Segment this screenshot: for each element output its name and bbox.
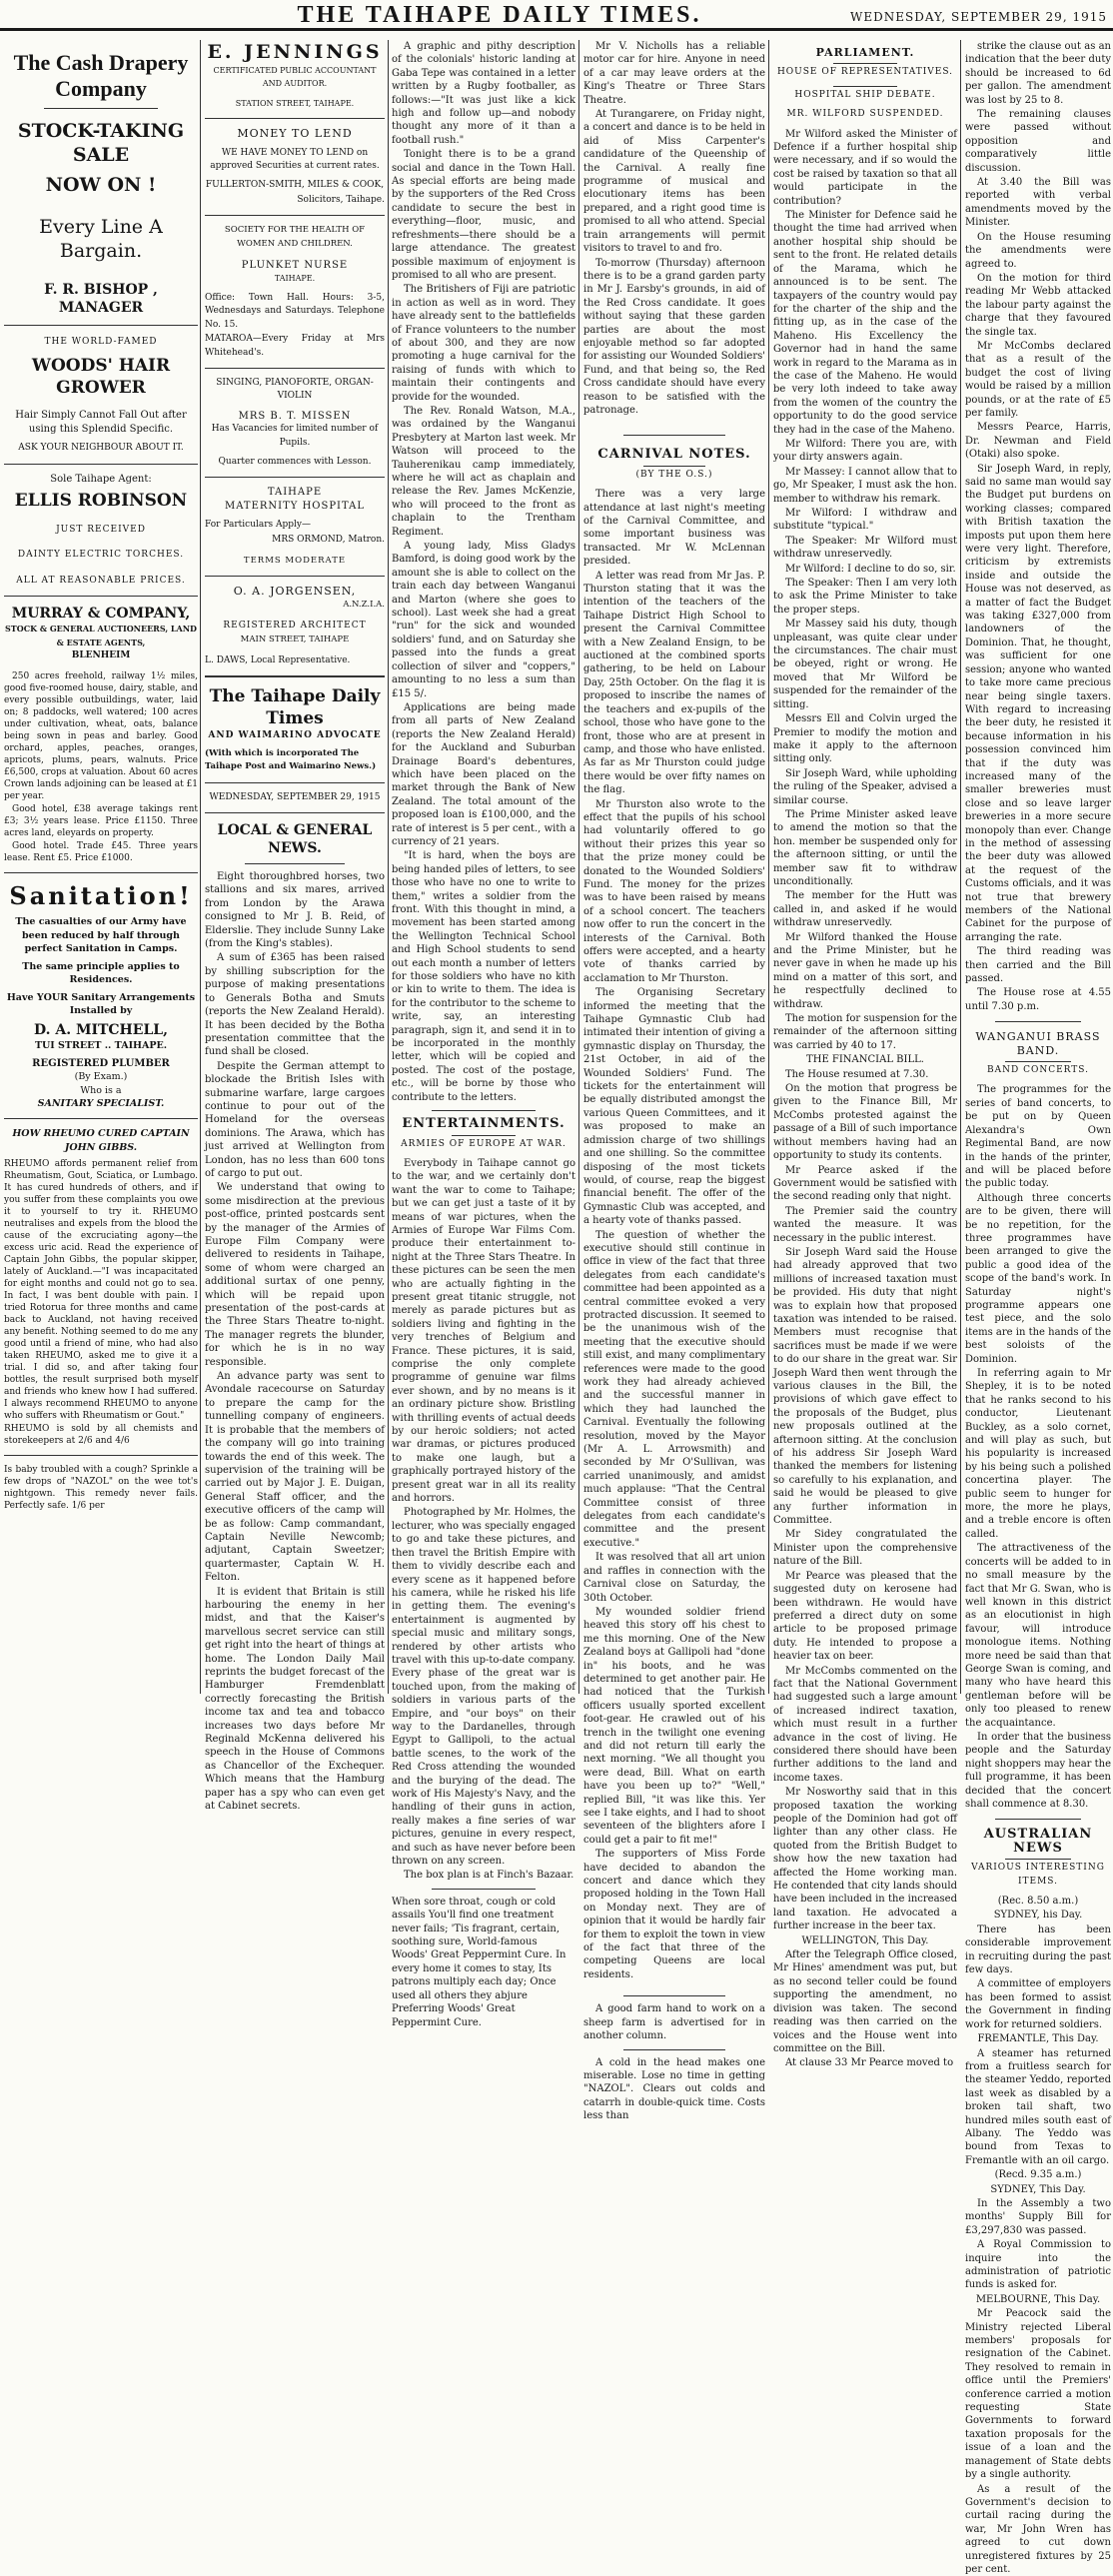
wellington-dateline: WELLINGTON, This Day.: [773, 1934, 957, 1947]
parliament-item: The House resumed at 7.30.: [773, 1068, 957, 1081]
parliament-item: The Speaker: Mr Wilford must withdraw unreservedly.: [773, 535, 957, 562]
by-exam: (By Exam.): [4, 1070, 198, 1083]
jennings-heading: E. JENNINGS: [205, 40, 385, 64]
sydney-dateline: SYDNEY, his Day.: [965, 1909, 1111, 1922]
parliament-item: Sir Joseph Ward, while upholding the ruling of the Speaker, advised a similar course.: [773, 767, 957, 807]
parliament-item: Mr Wilford: There you are, with your dirty answers again.: [773, 438, 957, 465]
singing-heading: SINGING, PIANOFORTE, ORGAN-VIOLIN: [205, 377, 385, 404]
news-item: "It is hard, when the boys are being handed piles of letters, to see those who have no one to write to them," writes a soldier from the front. With this thought in mind, a movement has been started among the Wellington Technical School and High School students to send out each month a number of letters for those soldiers who have no kith or kin to write to them. The idea is for the contributor to the scheme to write, say, an interesting paragraph, sign it, and send it in to be incorporated in the monthly letter, which will be copied and posted. The cost of the postage, etc., will be borne by those who contribute to the letters.: [392, 849, 575, 1104]
australian-news-heading: AUSTRALIAN NEWS: [965, 1828, 1111, 1855]
rheumo-text: RHEUMO affords permanent relief from Rheumatism, Gout, Sciatica, or Lumbago. It has cured hundreds of others, and if you suffer from these complaints you owe it to yourself to try it. RHEUMO neutralises and expels from the blood the cause of the excruciating agony—the excess uric acid. Read the experience of Captain John Gibbs, the popular skipper, lately of Auckland.—"I was incapacitated for eight months and could not go to sea. In fact, I was bent double with pain. I tried Rotorua for three months and came back to Auckland, not having received any benefit. Nothing seemed to do me any good until a friend of mine, who had also taken RHEUMO, asked me to give it a trial. I did so, and after taking four bottles, the result surprised both myself and friends who knew how I had suffered. I always recommend RHEUMO to anyone who suffers with Rheumatism or Gout.": [4, 1158, 198, 1422]
nazol-ad: Is baby troubled with a cough? Sprinkle a few drops of "NAZOL" on the wee tot's nightgown. This remedy never fails. Perfectly safe. 1/6 per: [4, 1464, 198, 1512]
column-1-ads: [4, 40, 198, 1694]
sanitation-line-3: Have YOUR Sanitary Arrangements Installed by: [4, 991, 198, 1018]
mitchell-name: D. A. MITCHELL,: [4, 1021, 198, 1039]
carnival-item: The Organising Secretary informed the meeting that the Taihape Gymnastic Club had intimated their intention of giving a gymnastic display on Thursday, the 21st October, in aid of the Wounded Soldiers' Fund. The tickets for the entertainment will be equally distributed amongst the various Queen Committees, and it was proposed to make an admission charge of two shillings and one shilling. So the committee disposing of the most tickets would, of course, reap the biggest financial benefit. The offer of the Gymnastic Club was accepted, and a hearty vote of thanks passed.: [583, 986, 765, 1227]
band-item: In referring again to Mr Shepley, it is to be noted that he ranks second to his conductor, Lieutenant Buckley, as a solo cornet, and will play as such, but his popularity is increased by his being such a polished concertina player. The public seem to hunger for more, the more he plays, and a treble encore is often called.: [965, 1367, 1111, 1541]
column-2: [205, 40, 385, 1694]
parliament-item: Mr Pearce was pleased that the suggested duty on kerosene had been withdrawn. He would have preferred a direct duty on some article to be proposed primage duty. He intended to propose a heavier tax on beer.: [773, 1570, 957, 1664]
carnival-item: The question of whether the executive should still continue in office in view of the fact that three delegates from each candidate's committee had been appointed as a central committee evoked a very protracted discussion. It seemed to be the unanimous wish of the meeting that the executive should still exist, and many complimentary references were made to the good work they had already achieved and the successful manner in which they had launched the Carnival. Eventually the following resolution, moved by the Mayor (Mr A. L. Arrowsmith) and seconded by Mr O'Sullivan, was carried unanimously, and amidst much applause: "That the Central Committee consist of three delegates from each candidate's committee and the present executive.": [583, 1229, 765, 1551]
news-item: Tonight there is to be a grand social and dance in the Town Hall. As special efforts are being made by the supporters of the Red Cross candidate to secure the best in everything—floor, music, and refreshments—there should be a large attendance. The greatest possible maximum of enjoyment is promised to all who are present.: [392, 148, 575, 282]
column-rule: [388, 40, 389, 1694]
australian-item: There has been considerable improvement in recruiting during the past few days.: [965, 1924, 1111, 1977]
matron-ormond: MRS ORMOND, Matron.: [205, 534, 385, 547]
carnival-item: Mr Thurston also wrote to the effect that the pupils of his school had voluntarily offered to go without their prizes this year so that the prize money could be donated to the Wounded Soldiers' Fund. The money for the prizes was to have been raised by means of a school concert. The teachers now offer to run the concert in the interests of the Carnival. Both offers were accepted, and a hearty vote of thanks carried by acclamation to Mr Thurston.: [583, 798, 765, 986]
parliament-item: Mr Wilford asked the Minister of Defence if a further hospital ship were necessary, and if so would the cost be raised by taxation so that all would participate in the contribution?: [773, 128, 957, 208]
wilford-suspended-subheading: MR. WILFORD SUSPENDED.: [773, 108, 957, 121]
parliament-item: Sir Joseph Ward said the House had already approved that two millions of increased taxation must be provided. His duty that night was to explain how that proposed taxation was intended to be raised. Members must recognise that sacrifices must be made if we were to do our share in the great war. Sir Joseph Ward then went through the various clauses in the Bill, the provisions of which gave effect to the proposals of the Budget, plus new proposals outlined at the afternoon sitting. At the conclusion of his address Sir Joseph Ward thanked the members for listening so carefully to his explanation, and said he would be pleased to give any further information in Committee.: [773, 1246, 957, 1528]
parliament-item: At 3.40 the Bill was reported with verbal amendments moved by the Minister.: [965, 176, 1111, 230]
blenheim-label: BLENHEIM: [4, 649, 198, 662]
murray-subheading: STOCK & GENERAL AUCTIONEERS, LAND & ESTATE AGENTS,: [4, 623, 198, 649]
band-item: Although three concerts are to be given, there will be no repetition, for the three programmes have been arranged to give the public a good idea of the scope of the band's work. In Saturday night's programme appears one test piece, and the solo items are in the hands of the best soloists of the Dominion.: [965, 1192, 1111, 1366]
taihape-label: TAIHAPE: [205, 486, 385, 499]
received-time: (Rec. 8.50 a.m.): [965, 1895, 1111, 1908]
local-item: We understand that owing to some misdirection at the previous post-office, printed postcards sent by the manager of the Armies of Europe Film Company were delivered to residents in Taihape, some of whom were charged an additional surtax of one penny, which will be repaid upon presentation of the post-cards at the Three Stars Theatre to-night. The manager regrets the blunder, for which he is in no way responsible.: [205, 1181, 385, 1369]
plunket-town: TAIHAPE.: [205, 272, 385, 285]
column-5: [773, 40, 957, 1694]
woods-text: Hair Simply Cannot Fall Out after using this Splendid Specific.: [4, 409, 198, 436]
carnival-item: It was resolved that all art union and raffles in connection with the Carnival close on Saturday, the 30th October.: [583, 1551, 765, 1605]
stocktaking-heading: STOCK-TAKING SALE: [4, 119, 198, 167]
missen-vacancies: Has Vacancies for limited number of Pupils.: [205, 423, 385, 450]
melbourne-dateline: MELBOURNE, This Day.: [965, 2293, 1111, 2306]
parliament-item: The Speaker: Then I am very loth to ask the Prime Minister to take the proper steps.: [773, 577, 957, 617]
carnival-item: A letter was read from Mr Jas. P. Thurston stating that it was the intention of the teachers of the Taihape District High School to present the Carnival Committee with a New Zealand Ensign, to be auctioned at the combined sports gathering, to be held on Labour Day, 25th October. On the flag it is proposed to inscribe the names of the teachers and ex-pupils of the school, those who have gone to the front, those who are at present in camp, and those who have enlisted. As far as Mr Thurston could judge there would be over fifty names on the flag.: [583, 570, 765, 797]
parliament-item: Sir Joseph Ward, in reply, said no same man would say the Budget put burdens on working classes; compared with British taxation the imposts put upon them here were very light. Therefore, criticism by extremists inside and outside the House was not deserved, as a matter of fact the Budget was taking £327,000 from landowners of the Dominion. That, he thought, was sufficient for one session; anyone who wanted to take more came precious near being single taxers. With regard to increasing the beer duty, he resisted it because information in his possession convinced him that if the duty was increased many of the smaller breweries must close and so leave larger breweries in a more secure monopoly than ever. Change in the method of assessing the beer duty was allowed at the request of the Customs officials, and it was not true that brewery members of the National Cabinet for the purpose of arranging the rate.: [965, 463, 1111, 945]
money-to-lend: MONEY TO LEND: [205, 127, 385, 140]
parliament-item: The House rose at 4.55 until 7.30 p.m.: [965, 986, 1111, 1013]
parliament-item: Mr Wilford thanked the House and the Prime Minister, but he never gave in when he made up his mind on a matter of this sort, and he respectfully declined to withdraw.: [773, 931, 957, 1011]
parliament-item: Mr Wilford: I decline to do so, sir.: [773, 563, 957, 576]
parliament-item: Mr Massey said his duty, though unpleasant, was quite clear under the circumstances. The chair must be obeyed, right or wrong. He moved that Mr Wilford be suspended for the remainder of the sitting.: [773, 618, 957, 711]
cash-drapery-heading: The Cash Drapery Company: [4, 50, 198, 102]
news-item: Applications are being made from all parts of New Zealand (reports the New Zealand Herald) for the Auckland and Suburban Drainage Board's debentures, which have been placed on the market through the Bank of New Zealand. The total amount of the proposed loan is £100,000, and the rate of interest is 5 per cent., with a currency of 21 years.: [392, 701, 575, 848]
parliament-item: strike the clause out as an indication that the beer duty should be increased to 6d per gallon. The amendment was lost by 25 to 8.: [965, 40, 1111, 107]
anzia-label: A.N.Z.I.A.: [205, 599, 385, 612]
plunket-mataroa: MATAROA—Every Friday at Mrs Whitehead's.: [205, 333, 385, 360]
australian-item: In the Assembly a two months' Supply Bill for £3,297,830 was passed.: [965, 2197, 1111, 2237]
carnival-byline: (BY THE O.S.): [583, 469, 765, 482]
registered-architect: REGISTERED ARCHITECT: [205, 620, 385, 633]
local-item: A sum of £365 has been raised by shilling subscription for the purpose of making presentations to Generals Botha and Smuts (reports the New Zealand Herald). It has been decided by the Botha presentation committee that the fund shall be closed.: [205, 951, 385, 1058]
newspaper-title: THE TAIHAPE DAILY TIMES.: [280, 0, 719, 30]
maternity-hospital: MATERNITY HOSPITAL: [205, 500, 385, 513]
parliament-item: On the motion that progress be given to the Finance Bill, Mr McCombs protested against the passage of a Bill of such importance without members having had an opportunity to study its contents.: [773, 1082, 957, 1162]
missen-quarter: Quarter commences with Lesson.: [205, 456, 385, 469]
who-is-a: Who is a: [4, 1084, 198, 1097]
column-3: [392, 40, 575, 1694]
architect-address: MAIN STREET, TAIHAPE: [205, 634, 385, 646]
australian-item: Mr Peacock said the Ministry rejected Liberal members' proposals for resignation of the Cabinet. They resolved to remain in office until the Premiers' conference carried a motion requesting State Governments to forward taxation proposals for the issue of a loan and the management of State debts by a single authority.: [965, 2307, 1111, 2481]
carnival-item: My wounded soldier friend heaved this story off his chest to me this morning. One of the New Zealand boys at Gallipoli had "done in" his boots, and he was determined to get another pair. He had noticed that the Turkish officers usually sported excellent foot-gear. He crawled out of his trench in the twilight one evening and did not return till early the next morning. "We all thought you were dead, Bill. What on earth have you been up to?" "Well," replied Bill, "it was like this. Yer see I take eights, and I had to shoot seventeen of the blighters afore I could get a pair to fit me!": [583, 1606, 765, 1847]
parliament-item: Mr Massey: I cannot allow that to go, Mr Speaker, I must ask the hon. member to withdraw his remark.: [773, 466, 957, 506]
daws-representative: L. DAWS, Local Representative.: [205, 654, 385, 667]
parliament-item: The member for the Hutt was called in, and asked if he would withdraw unreservedly.: [773, 889, 957, 929]
sole-agent-label: Sole Taihape Agent:: [4, 473, 198, 486]
sanitation-line-1: The casualties of our Army have been reduced by half through perfect Sanitation in Camps.: [4, 915, 198, 955]
local-item: An advance party was sent to Avondale racecourse on Saturday to prepare the camp for the tunnelling company of engineers. It is probable that the members of the company will go into training towards the end of this week. The supervision of the training will be carried out by Major J. E. Duigan, General Staff officer, and the executive officers of the camp will be as follow: Camp commandant, Captain Neville Newcomb; adjutant, Captain Sweetzer; quartermaster, Captain W. H. Felton.: [205, 1370, 385, 1585]
australian-item: A committee of employers has been formed to assist the Government in finding work for returned soldiers.: [965, 1977, 1111, 2031]
carnival-item: There was a very large attendance at last night's meeting of the Carnival Committee, and some important business was transacted. Mr W. McLennan presided.: [583, 488, 765, 568]
ellis-robinson: ELLIS ROBINSON: [4, 490, 198, 512]
rheumo-heading: HOW RHEUMO CURED CAPTAIN JOHN GIBBS.: [4, 1127, 198, 1154]
entertainment-item: Everybody in Taihape cannot go to the war, and we certainly don't want the war to come to Taihape; but we can get just a taste of it by means of war pictures, when the Armies of Europe War Films Com. produce their entertainment to-night at the Three Stars Theatre. In these pictures can be seen the men who are actually fighting in the present great titanic struggle, not merely as parade pictures but as soldiers living and fighting in the very trenches of Belgium and France. These pictures, it is said, comprise the only complete programme of genuine war films ever shown, and by no means is it an ordinary picture show. Bristling with thrilling events of actual deeds by our heroic soldiers; not acted war dramas, or pictures produced to make one laugh, but a graphically portrayed history of the present great war in all its reality and horrors.: [392, 1157, 575, 1506]
parliament-heading: PARLIAMENT.: [773, 46, 957, 59]
paper-nameplate: The Taihape Daily Times: [205, 685, 385, 729]
carnival-item: The supporters of Miss Forde have decided to abandon the concert and dance which they proposed holding in the Town Hall on Monday next. They are of opinion that it would be hardly fair for them to exploit the town in view of the fact that three of the competing Queens are local residents.: [583, 1848, 765, 1981]
murray-listing-2: Good hotel, £38 average takings rent £3; 3½ years lease. Price £1150. Three acres land, eleyards on property.: [4, 803, 198, 839]
news-item: The Rev. Ronald Watson, M.A., was ordained by the Wanganui Presbytery at Marton last week. Mr Watson will proceed to the Tauherenikau camp immediately, where he will act as chaplain and release the Rev. James McKenzie, who will proceed to the front as chaplain to the Trentham Regiment.: [392, 405, 575, 539]
news-item: Mr V. Nicholls has a reliable motor car for hire. Anyone in need of a car may leave orders at the King's Theatre or Three Stars Theatre.: [583, 40, 765, 107]
society-heading: SOCIETY FOR THE HEALTH OF WOMEN AND CHILDREN.: [205, 224, 385, 251]
column-4: [583, 40, 765, 1694]
financial-bill-subheading: THE FINANCIAL BILL.: [773, 1053, 957, 1066]
parliament-item: Mr Pearce asked if the Government would be satisfied with the second reading only that night.: [773, 1164, 957, 1204]
house-subheading: HOUSE OF REPRESENTATIVES.: [773, 66, 957, 79]
masthead: [0, 0, 1113, 31]
news-item: A young lady, Miss Gladys Bamford, is doing good work by the amount she is able to collect on the train each day between Wanganui and Marton (where she goes to school). Last week she had a great "run" for the sick and wounded soldiers' fund, and on Saturday she passed into the funds a great collection of silver and "coppers," amounting to no less a sum than £15 5/.: [392, 540, 575, 700]
received-time: (Recd. 9.35 a.m.): [965, 2168, 1111, 2181]
entertainment-item: The box plan is at Finch's Bazaar.: [392, 1869, 575, 1882]
world-famed-label: THE WORLD-FAMED: [4, 336, 198, 349]
column-rule: [960, 40, 961, 1694]
local-item: It is evident that Britain is still harbouring the enemy in her midst, and that the Kaiser's marvellous secret service can still get right into the heart of things at home. The London Daily Mail reprints the budget forecast of the Hamburger Fremdenblatt correctly forecasting the British income tax and tea and tobacco increases two days before Mr Reginald McKenna delivered his speech in the House of Commons as Chancellor of the Exchequer. Which means that the Hamburg paper has a spy who can even get at Cabinet secrets.: [205, 1586, 385, 1814]
sanitation-line-2: The same principle applies to Residences.: [4, 960, 198, 987]
australian-item: A Royal Commission to inquire into the administration of patriotic funds is asked for.: [965, 2238, 1111, 2292]
jennings-subheading: CERTIFICATED PUBLIC ACCOUNTANT AND AUDITOR.: [205, 64, 385, 91]
electric-torches: DAINTY ELECTRIC TORCHES.: [4, 549, 198, 562]
parliament-item: The third reading was then carried and the Bill passed.: [965, 945, 1111, 985]
money-text: WE HAVE MONEY TO LEND on approved Securities at current rates.: [205, 147, 385, 174]
band-concerts-subheading: BAND CONCERTS.: [965, 1064, 1111, 1077]
entertainments-heading: ENTERTAINMENTS.: [392, 1117, 575, 1130]
band-item: In order that the business people and the Saturday night shoppers may hear the full programme, it has been decided that the concert shall commence at 8.30.: [965, 1731, 1111, 1811]
band-item: The programmes for the series of band concerts, to be put on by Queen Alexandra's Own Regimental Band, are now in the hands of the printer, and will be placed before the public today.: [965, 1083, 1111, 1190]
parliament-item: At clause 33 Mr Pearce moved to: [773, 2056, 957, 2069]
paper-subtitle: AND WAIMARINO ADVOCATE: [205, 729, 385, 742]
australian-item: As a result of the Government's decision to curtail racing during the war, Mr John Wren has agreed to cut down unregistered fixtures by 25 per cent.: [965, 2483, 1111, 2576]
murray-heading: MURRAY & COMPANY,: [4, 605, 198, 623]
murray-listing-1: 250 acres freehold, railway 1½ miles, good five-roomed house, dairy, stable, and every possible outbuildings, water, laid on; 8 paddocks, well watered; 100 acres under cultivation, wheat, oats, balance being sown in peas and barley. Good orchard, apples, peaches, oranges, apricots, plums, pears, walnuts. Price £6,500, crops at valuation. About 60 acres Crown lands adjoining can be leased at £1 per year.: [4, 670, 198, 802]
parliament-item: Mr McCombs commented on the fact that the National Government had suggested such a large amount of increased indirect taxation, which must result in a further advance in the cost of living. He considered there should have been further additions to the land and income taxes.: [773, 1665, 957, 1786]
parliament-item: Messrs Pearce, Harris, Dr. Newman and Field (Otaki) also spoke.: [965, 421, 1111, 461]
local-item: Eight thoroughbred horses, two stallions and six mares, arrived from London by the Arawa consigned to Mr J. B. Reid, of Elderslie. They include Sunny Lake (from the King's stables).: [205, 870, 385, 950]
hospital-ship-subheading: HOSPITAL SHIP DEBATE.: [773, 89, 957, 102]
news-item: At Turangarere, on Friday night, a concert and dance is to be held in aid of Miss Carpenter's candidature of the Queenship of the Carnival. A really fine programme of musical and elocutionary items has been prepared, and a right good time is promised to all who attend. Special train arrangements will permit visitors to travel to and fro.: [583, 108, 765, 255]
parliament-item: The Minister for Defence said he thought the time had arrived when another hospital ship should be sent to the front. He related details of the Marama, which he announced is to be sent. The taxpayers of the country would pay for the charter of the ship and the fitting up, as in the case of the Maheno. His Excellency the Governor had in hand the same work in regard to the Marama as in the case of the Maheno. He would be very loth indeed to take away from the women of the country the opportunity to do the good service they had in the case of the Maheno.: [773, 209, 957, 437]
fullerton-smith: FULLERTON-SMITH, MILES & COOK,: [205, 179, 385, 192]
parliament-item: The Premier said the country wanted the measure. It was necessary in the public interest.: [773, 1205, 957, 1245]
parliament-item: Mr McCombs declared that as a result of the budget the cost of living would be raised by a million pounds, or at the rate of £5 per family.: [965, 340, 1111, 420]
brass-band-heading: WANGANUI BRASS BAND.: [965, 1030, 1111, 1057]
armies-subheading: ARMIES OF EUROPE AT WAR.: [392, 1138, 575, 1151]
paper-incorporated: (With which is incorporated The Taihape Post and Waimarino News.): [205, 747, 385, 774]
sydney-dateline: SYDNEY, This Day.: [965, 2183, 1111, 2196]
tui-street: TUI STREET .. TAIHAPE.: [4, 1039, 198, 1052]
missen-name: MRS B. T. MISSEN: [205, 410, 385, 423]
parliament-item: Mr Nosworthy said that in this proposed taxation the working people of the Dominion had got off lighter than any other class. He quoted from the British Budget to show how the new taxation had affected the Home working man. He contended that city lands should have been included in the increased land taxation. He advocated a further increase in the beer tax.: [773, 1786, 957, 1932]
parliament-item: Mr Sidey congratulated the Minister upon the comprehensive nature of the Bill.: [773, 1528, 957, 1568]
parliament-item: On the House resuming the amendments were agreed to.: [965, 231, 1111, 271]
peppermint-cure-verse: When sore throat, cough or cold assails You'll find one treatment never fails; 'Tis fragrant, certain, soothing sure, World-famous Woods' Great Peppermint Cure. In every home it comes to stay, Its patrons multiply each day; Once used all others they abjure Preferring Woods' Great Peppermint Cure.: [392, 1896, 575, 2029]
local-item: Despite the German attempt to blockade the British Isles with submarine warfare, large cargoes continue to pour out of the Homeland for the overseas dominions. The Arawa, which has just arrived at Wellington from London, has no less than 600 tons of cargo to put out.: [205, 1060, 385, 1181]
parliament-item: The remaining clauses were passed without opposition and comparatively little discussion.: [965, 108, 1111, 175]
parliament-item: Mr Wilford: I withdraw and substitute "typical.": [773, 507, 957, 534]
paper-date: WEDNESDAY, SEPTEMBER 29, 1915: [205, 791, 385, 804]
entertainment-item: Photographed by Mr. Holmes, the lecturer, who was specially engaged to go and take these pictures, and then travel the British Empire with them to vividly describe each and every scene as it happened before his camera, while he risked his life in getting them. The evening's entertainment is augmented by special music and military songs, rendered by other artists who travel with this up-to-date company. Every phase of the great war is touched upon, from the making of soldiers in various parts of the Empire, and "our boys" on their way to the Dardanelles, through Egypt to Gallipoli, to the actual battle scenes, to the work of the Red Cross attending the wounded and the burying of the dead. The work of His Majesty's Navy, and the handling of their guns in action, really makes a fine series of war pictures, genuine in every respect, and such as have never before been thrown on any screen.: [392, 1506, 575, 1868]
now-on-heading: NOW ON !: [4, 173, 198, 197]
registered-plumber: REGISTERED PLUMBER: [4, 1057, 198, 1070]
fremantle-dateline: FREMANTLE, This Day.: [965, 2032, 1111, 2045]
parliament-item: Messrs Ell and Colvin urged the Premier to modify the motion and make it apply to the afternoon sitting only.: [773, 712, 957, 766]
parliament-item: The Prime Minister asked leave to amend the motion so that the hon. member be suspended only for the afternoon sitting, or until the member saw fit to withdraw unconditionally.: [773, 808, 957, 888]
news-item: To-morrow (Thursday) afternoon there is to be a grand garden party in Mr J. Earsby's grounds, in aid of the Red Cross candidate. It goes without saying that these garden parties are about the most enjoyable method so far adopted for assisting our Wounded Soldiers' Fund, and that being so, the Red Cross candidate should have every reason to be satisfied with the patronage.: [583, 257, 765, 418]
interesting-items-subheading: VARIOUS INTERESTING ITEMS.: [965, 1862, 1111, 1889]
reasonable-prices: ALL AT REASONABLE PRICES.: [4, 575, 198, 588]
sanitary-specialist: SANITARY SPECIALIST.: [4, 1097, 198, 1110]
sanitation-heading: Sanitation!: [4, 881, 198, 911]
solicitors: Solicitors, Taihape.: [205, 194, 385, 207]
column-rule: [200, 40, 201, 1694]
manager-line: F. R. BISHOP , MANAGER: [4, 281, 198, 317]
issue-date: WEDNESDAY, SEPTEMBER 29, 1915: [850, 10, 1107, 24]
terms-moderate: TERMS MODERATE: [205, 555, 385, 568]
news-item: A graphic and pithy description of the colonials' historic landing at Gaba Tepe was contained in a letter written by a Rugby footballer, as follows:—"It was just like a kick high and follow up—and nobody thought any more of it than a football rush.": [392, 40, 575, 147]
parliament-item: After the Telegraph Office closed, Mr Hines' amendment was put, but as no second teller could be found supporting the amendment, no division was taken. The second reading was then carried on the voices and the House went into committee on the Bill.: [773, 1948, 957, 2055]
rheumo-sold: RHEUMO is sold by all chemists and storekeepers at 2/6 and 4/6: [4, 1423, 198, 1447]
ask-neighbour: ASK YOUR NEIGHBOUR ABOUT IT.: [4, 442, 198, 455]
murray-listing-3: Good hotel. Trade £45. Three years lease. Rent £5. Price £1000.: [4, 840, 198, 864]
carnival-notes-heading: CARNIVAL NOTES.: [583, 448, 765, 461]
plunket-nurse: PLUNKET NURSE: [205, 259, 385, 272]
parliament-item: On the motion for third reading Mr Webb attacked the labour party against the charge that they favoured the single tax.: [965, 272, 1111, 339]
just-received: JUST RECEIVED: [4, 524, 198, 537]
jennings-address: STATION STREET, TAIHAPE.: [205, 97, 385, 110]
every-line-heading: Every Line A Bargain.: [4, 215, 198, 263]
column-rule: [768, 40, 769, 1694]
band-item: The attractiveness of the concerts will be added to in no small measure by the fact that Mr G. Swan, who is well known in this district as an elocutionist in high favour, will introduce monologue items. Nothing more need be said than that George Swan is coming, and many who have heard this gentleman before will be only too pleased to renew the acquaintance.: [965, 1542, 1111, 1730]
column-6: [965, 40, 1111, 1694]
woods-heading: WOODS' HAIR GROWER: [4, 355, 198, 399]
column-rule: [578, 40, 579, 1694]
farm-hand-notice: A good farm hand to work on a sheep farm is advertised for in another column.: [583, 2002, 765, 2042]
local-news-heading: LOCAL & GENERAL NEWS.: [205, 821, 385, 857]
news-item: The Britishers of Fiji are patriotic in action as well as in word. They have already sent to the battlefields of France volunteers to the number of about 300, and they are now promoting a huge carnival for the raising of funds with which to maintain their contingents and provide for the wounded.: [392, 283, 575, 404]
maternity-apply: For Particulars Apply—: [205, 519, 385, 532]
australian-item: A steamer has returned from a fruitless search for the steamer Yeddo, reported last week as disabled by a broken tail shaft, two hundred miles south east of Albany. The Yeddo was bound from Texas to Fremantle with an oil cargo.: [965, 2047, 1111, 2168]
nazol-notice: A cold in the head makes one miserable. Lose no time in getting "NAZOL". Clears out colds and catarrh in double-quick time. Costs less than: [583, 2056, 765, 2123]
parliament-item: The motion for suspension for the remainder of the afternoon sitting was carried by 40 to 17.: [773, 1012, 957, 1052]
jorgensen-name: O. A. JORGENSEN,: [205, 585, 385, 598]
plunket-hours: Office: Town Hall. Hours: 3-5, Wednesdays and Saturdays. Telephone No. 15.: [205, 292, 385, 332]
